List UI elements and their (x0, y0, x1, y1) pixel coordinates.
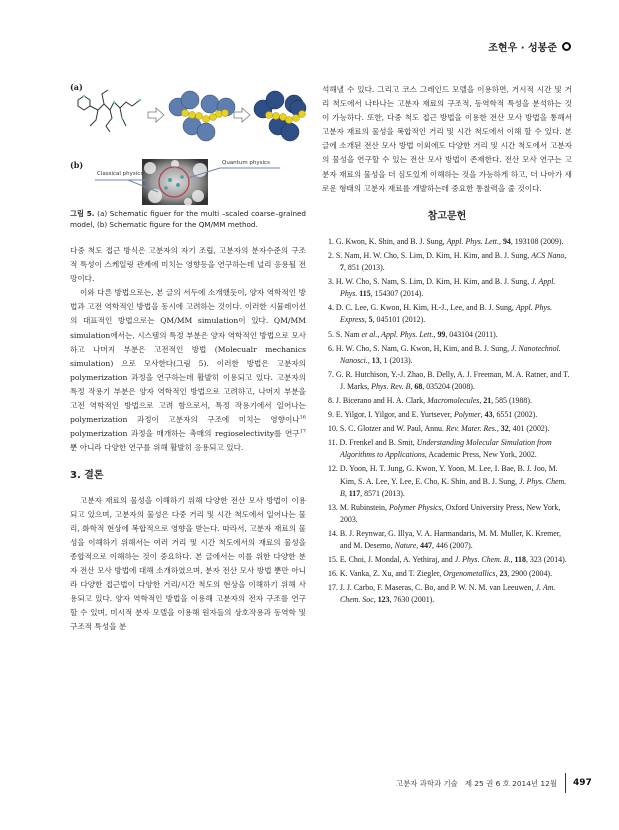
reference-post: , 043104 (2011). (445, 329, 498, 339)
outline-arrow-icon (148, 108, 164, 122)
reference-item (322, 369, 572, 393)
molecule-icon (78, 90, 141, 132)
cg-model (254, 91, 306, 141)
reference-vol: 32 (500, 424, 509, 434)
reference-jour: ACS Nano (531, 250, 565, 260)
reference-pre: 8. J. Bicerano and H. A. Clark, (328, 395, 428, 405)
figure-5b-graphic (70, 158, 308, 208)
reference-vol: 68 (414, 381, 423, 391)
reference-jour: Polymer (453, 410, 481, 420)
reference-vol: 115 (359, 289, 371, 299)
reference-item (322, 395, 572, 407)
reference-item (322, 554, 572, 566)
paragraph: 다중 척도 접근 방식은 고분자의 자기 조립, 고분자의 분자수준의 구조적 특성이 스케일링 관계에 미치는 영향등을 연구하는데 널리 응용될 전망이다. (70, 246, 306, 284)
reference-list (322, 236, 572, 607)
reference-item (322, 409, 572, 421)
reference-jour: Nature (394, 541, 417, 550)
reference-mid: , (480, 410, 485, 420)
reference-vol: 23 (499, 569, 508, 579)
reference-item (322, 236, 572, 248)
reference-mid: , Academic Press, New York, 2002. (424, 450, 537, 460)
reference-item (322, 329, 572, 341)
paragraph: 고분자 재료의 물성을 이해하기 위해 다양한 전산 모사 방법이 이용되고 있으며, 고분자의 물성은 다중 거리 및 시간 척도에서 일어나는 물리, 화학적 현상에 복합적으로 영향을 받는다. 따라서, 고분자 재료의 물성을 이해하기 위해서는 여러 거리 및 시간 척도에서의 재료의 물성을 종합적으로 이해하는 것이 중요하다. 본 글에서는 이를 위한 다양한 분자 전산 모사 방법에 대해 소개하였으며, 분자 전산 모사 방법 뿐만 아니라 다양한 접근법이 다양한 거리/시간 척도의 현상을 이해하기 위해 사용되고 있다. 양자 역학적인 방법을 이용해 고분자의 전자 구조를 연구할 수 있며, 미시적 분자 모델을 이용해 원자들의 상호작용과 동역학 및 구조적 특성을 분 (70, 495, 306, 632)
reference-mid: , (510, 555, 515, 565)
reference-post: , 193108 (2009). (510, 236, 564, 246)
reference-post: , 7630 (2001). (389, 595, 435, 605)
reference-mid: , (367, 355, 372, 365)
reference-pre: 7. G. R. Hutchison, Y.-J. Zhao, B. Delly, A. J. Freeman, M. A. Ratner, and T. J. Marks, (328, 369, 570, 391)
paragraph-text: 이와 다른 방법으로는, 본 글의 서두에 소개했듯이, 양자 역학적인 방법과 고전 역학적인 방법을 동시에 고려하는 것이다. 이러한 시뮬레이션의 대표적인 방법으로는 QM/MM simulation이 있다. QM/MM simulation에서는, 시스템의 특정 부분은 양자 역학적인 방법으로 모사하고 나머지 부분은 고전적인 방법 (Molecualr mechanics simulation) 으로 모사한다(그림 5). 이러한 방법은 고분자의 polymerization 과정을 연구하는데 활발히 이용되고 있다. 고분자의 특정 작용기 부분은 양자 역학적인 방법으로 고려하고, 나머지 부분을 고전 역학적인 방법으로 고려 함으로서, 특정 작용기에서 일어나는 polymerization 과정이 고분자의 구조에 미치는 영향이나 (70, 288, 306, 425)
reference-item (322, 302, 572, 326)
reference-mid: , (498, 236, 503, 246)
reference-jour: J. Appl. Phys. (340, 277, 556, 299)
reference-pre: 6. H. W. Cho, S. Nam, G. Kwon, H, Kim, and B. J. Sung, (328, 343, 512, 353)
reference-vol: 5 (368, 315, 373, 325)
classical-physics-label: Classical physics (97, 171, 144, 177)
reference-item (322, 437, 572, 461)
reference-pre: 13. M. Rubinstein, (328, 502, 389, 512)
paragraph: 석해낼 수 있다. 그리고 코스 그레인드 모델을 이용하면, 거시적 시간 및 거리 척도에서 나타나는 고분자 재료의 구조적, 동역학적 특성을 분석하는 것이 가능하다. 또한, 다중 척도 접근 방법을 이용한 전산 모사 방법을 통해서 고분자 재료의 물성을 복합적인 거리 및 시간 척도에서 이해 할 수 있다. 본 글에 소개된 전산 모사 방법 이외에도 다양한 거리 및 시간 척도에서 고분자의 물성을 연구할 수 있는 전산 모사 방법이 존재한다. 전산 모사 연구는 고분자 재료의 물성을 더 심도있게 이해하는 것을 가능하게 하고, 더 나아가 새로운 형태의 고분자 재료를 개발하는데 중요한 통찰력을 줄 것이다. (322, 85, 572, 193)
reference-vol: 118 (514, 555, 526, 565)
reference-pre: 10. S. C. Glotzer and W. Paul, Annu. (328, 424, 446, 434)
reference-mid: , (479, 395, 484, 405)
reference-jour: Rev. Mater. Res. (445, 424, 497, 434)
reference-mid: , (410, 381, 415, 391)
paragraph-text: 뿐 아니라 다양한 연구를 위해 활발히 응용되고 있다. (70, 443, 244, 453)
reference-vol: 94 (502, 236, 511, 246)
reference-jour: Understanding Molecular Simulation from Algorithms to Applications (340, 438, 552, 460)
running-header (488, 39, 571, 54)
citation-16: 16 (299, 414, 306, 421)
figure-label-b: (b) (70, 160, 84, 170)
reference-post: , 035204 (2008). (422, 381, 475, 391)
reference-vol: 21 (483, 395, 492, 405)
ring-icon (562, 42, 571, 51)
left-column (70, 244, 306, 634)
reference-pre: 2. S. Nam, H. W. Cho, S. Lim, D. Kim, H. Kim, and B. J. Sung, (328, 250, 532, 260)
outline-arrow-icon (234, 108, 250, 122)
reference-mid: , (416, 541, 421, 550)
reference-jour: J. Am. Chem. Soc (340, 583, 556, 605)
reference-jour: et al., Appl. Phys. Lett. (361, 329, 434, 339)
reference-jour: Appl. Phys. Express (340, 303, 552, 325)
page-number: 497 (572, 778, 592, 788)
footer-divider (565, 773, 566, 793)
reference-pre: 9. E. Yilgor, I. Yilgor, and E. Yurtsever, (328, 410, 454, 420)
reference-jour: Orgenometallics (443, 569, 496, 579)
reference-pre: 5. S. Nam (328, 329, 362, 339)
right-column (322, 83, 572, 608)
reference-post: , 401 (2002). (508, 424, 550, 434)
reference-mid: , (373, 595, 378, 605)
reference-vol: 7 (340, 263, 344, 273)
reference-item (322, 343, 572, 367)
figure-caption (70, 208, 306, 230)
reference-post: , 154307 (2014). (370, 289, 424, 299)
reference-vol: 123 (377, 595, 390, 605)
reference-item (322, 250, 572, 274)
reference-mid: , (495, 569, 500, 579)
paragraph-text: polymerization 과정을 매개하는 촉매의 regioselectivity를 연구 (70, 429, 300, 439)
reference-post: , 045101 (2012). (372, 315, 426, 325)
reference-mid: , (433, 329, 438, 339)
reference-mid: , (496, 424, 501, 434)
header-authors: 조현우 · 성봉준 (488, 43, 557, 54)
reference-item (322, 568, 572, 580)
reference-vol: 43 (484, 410, 493, 420)
caption-number: 그림 5. (70, 209, 95, 218)
reference-post: , 446 (2007). (432, 541, 473, 550)
quantum-physics-label: Quantum physics (222, 160, 270, 166)
reference-pre: 11. D. Frenkel and B. Smit, (328, 438, 417, 448)
figure-label-a: (a) (70, 82, 83, 92)
reference-item (322, 502, 572, 526)
reference-post: , 1 (2013). (379, 355, 413, 365)
reference-item (322, 528, 572, 552)
reference-mid: , (344, 488, 349, 498)
reference-pre: 14. B. J. Reynwar, G. Illya, V. A. Harmandaris, M. M. Muller, K. Kremer, and M. Deserno, (328, 528, 562, 550)
caption-text: (a) Schematic figuer for the multi –scaled coarse–grained model, (b) Schematic figure for the QM/MM method. (70, 209, 306, 229)
section-heading: 3. 결론 (70, 470, 104, 482)
reference-post: , 6551 (2002). (492, 410, 538, 420)
reference-item (322, 582, 572, 606)
semi-cg-model (169, 91, 235, 141)
references-heading: 참고문헌 (427, 210, 467, 222)
reference-jour: Appl. Phys. Lett. (446, 236, 499, 246)
reference-vol: 13 (371, 355, 380, 365)
page-footer (396, 773, 592, 793)
reference-mid: , Oxford University Press, New York, 2003. (340, 502, 561, 524)
reference-vol: 99 (437, 329, 446, 339)
reference-jour: J. Nanotechnol. Nanosci. (340, 343, 561, 365)
reference-jour: Macromolecules (427, 395, 480, 405)
reference-pre: 3. H. W. Cho, S. Nam, S. Lim, D. Kim, H. Kim, and B. J. Sung, (328, 277, 532, 287)
journal-info: 고분자 과학과 기술 제 25 권 6 호 2014년 12월 (396, 778, 557, 788)
reference-item (322, 463, 572, 499)
reference-jour: J. Phys. Chem. B. (454, 555, 511, 565)
reference-post: , 851 (2013). (343, 263, 385, 273)
reference-post: , 323 (2014). (525, 555, 567, 565)
citation-17: 17 (299, 428, 306, 435)
reference-pre: 4. D. C. Lee, G. Kwon, H. Kim, H.-J., Lee, and B. J. Sung, (328, 303, 516, 313)
reference-jour: Phys. Rev. B (371, 381, 411, 391)
reference-vol: 447 (420, 541, 433, 550)
reference-pre: 12. D. Yoon, H. T. Jung, G. Kwon, Y. Yoon, M. Lee, I. Bae, B. J. Joo, M. Kim, S. A. Lee, Y. Lee, E. Cho, K. Shin, and B. J. Sung, (328, 464, 558, 486)
reference-mid: , (564, 250, 567, 260)
reference-jour: J. Phys. Chem. B (340, 476, 567, 498)
reference-pre: 15. E. Choi, J. Mondal, A. Yethiraj, and (328, 555, 455, 565)
reference-pre: 17. J. J. Carbo, F. Maseras, C. Bo, and P. W. N. M. van Leeuwen, (328, 583, 536, 593)
reference-vol: 117 (348, 488, 361, 498)
reference-pre: 16. K. Vanka, Z. Xu, and T. Ziegler, (328, 569, 444, 579)
reference-mid: , (364, 315, 369, 325)
reference-post: , 2900 (2004). (507, 569, 553, 579)
reference-post: , 585 (1988). (491, 395, 532, 405)
paragraph (70, 286, 306, 455)
reference-item (322, 276, 572, 300)
reference-jour: Polymer Physics (388, 502, 442, 512)
reference-item (322, 423, 572, 435)
reference-post: , 8571 (2013). (360, 488, 405, 498)
reference-pre: 1. G. Kwon, K. Shin, and B. J. Sung, (328, 236, 447, 246)
